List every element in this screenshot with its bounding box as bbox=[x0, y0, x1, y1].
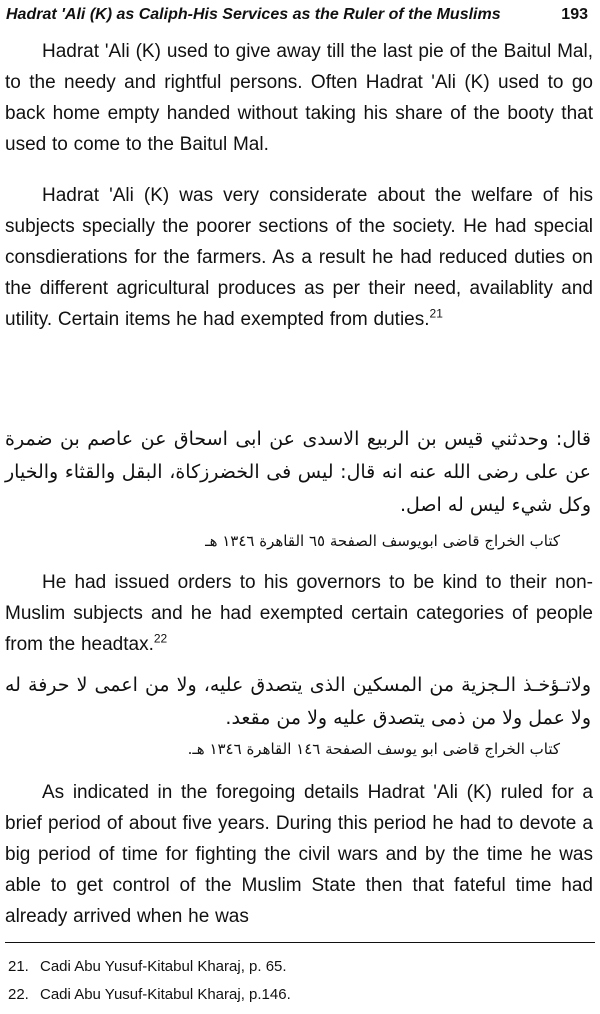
footnote-ref-21: 21 bbox=[429, 306, 443, 321]
paragraph-text: As indicated in the foregoing details Hadrat 'Ali (K) ruled for a brief period of about five years. During this period he had to devote a big period of time for fighting the civil wars and by the time he was able to get control of the Muslim State then that fateful time had already arrived when he was bbox=[5, 782, 593, 927]
paragraph-headtax bbox=[5, 567, 593, 660]
paragraph-text: Hadrat 'Ali (K) was very considerate about the welfare of his subjects specially the poorer sections of the society. He had special consdierations for the farmers. As a result he had reduced duties on the different agricultural produces as per their need, availablity and utility. Certain items he had exempted from duties. bbox=[5, 185, 593, 330]
footnote-22 bbox=[8, 984, 291, 1006]
paragraph-five-years bbox=[5, 777, 593, 932]
arabic-citation-1: كتاب الخراج قاضى ابويوسف الصفحة ٦٥ القاهرة ١٣٤٦ هـ bbox=[205, 532, 560, 550]
footnote-divider bbox=[5, 942, 595, 943]
paragraph-text: He had issued orders to his governors to be kind to their non-Muslim subjects and he had exempted certain categories of people from the headtax. bbox=[5, 572, 593, 655]
arabic-quote-2: ولاتـؤخـذ الـجزية من المسكين الذى يتصدق عليه، ولا من اعمى لا حرفة له ولا عمل ولا من ذمى يتصدق عليه ولا من مقعد. bbox=[5, 674, 591, 729]
footnote-text: Cadi Abu Yusuf-Kitabul Kharaj, p.146. bbox=[40, 986, 291, 1003]
paragraph-baitul-mal bbox=[5, 36, 593, 160]
footnote-ref-22: 22 bbox=[153, 631, 168, 646]
arabic-quote-1: قال: وحدثني قيس بن الربيع الاسدى عن ابى اسحاق عن عاصم بن ضمرة عن على رضى الله عنه انه قال: ليس فى الخضرزكاة، البقل والقثاء والخيار وكل شيء ليس له اصل. bbox=[5, 428, 591, 516]
footnote-text: Cadi Abu Yusuf-Kitabul Kharaj, p. 65. bbox=[40, 958, 287, 975]
footnote-21 bbox=[8, 956, 287, 978]
footnote-number: 21. bbox=[8, 958, 29, 975]
running-title: Hadrat 'Ali (K) as Caliph-His Services as the Ruler of the Muslims bbox=[6, 6, 501, 23]
paragraph-welfare bbox=[5, 180, 593, 335]
running-header bbox=[6, 4, 592, 30]
page-number: 193 bbox=[561, 6, 588, 23]
arabic-citation-2: كتاب الخراج قاضى ابو يوسف الصفحة ١٤٦ القاهرة ١٣٤٦ هـ. bbox=[187, 740, 560, 758]
footnote-number: 22. bbox=[8, 986, 29, 1003]
paragraph-text: Hadrat 'Ali (K) used to give away till the last pie of the Baitul Mal, to the needy and rightful persons. Often Hadrat 'Ali (K) used to go back home empty handed without taking his share of the booty that used to come to the Baitul Mal. bbox=[5, 41, 593, 155]
